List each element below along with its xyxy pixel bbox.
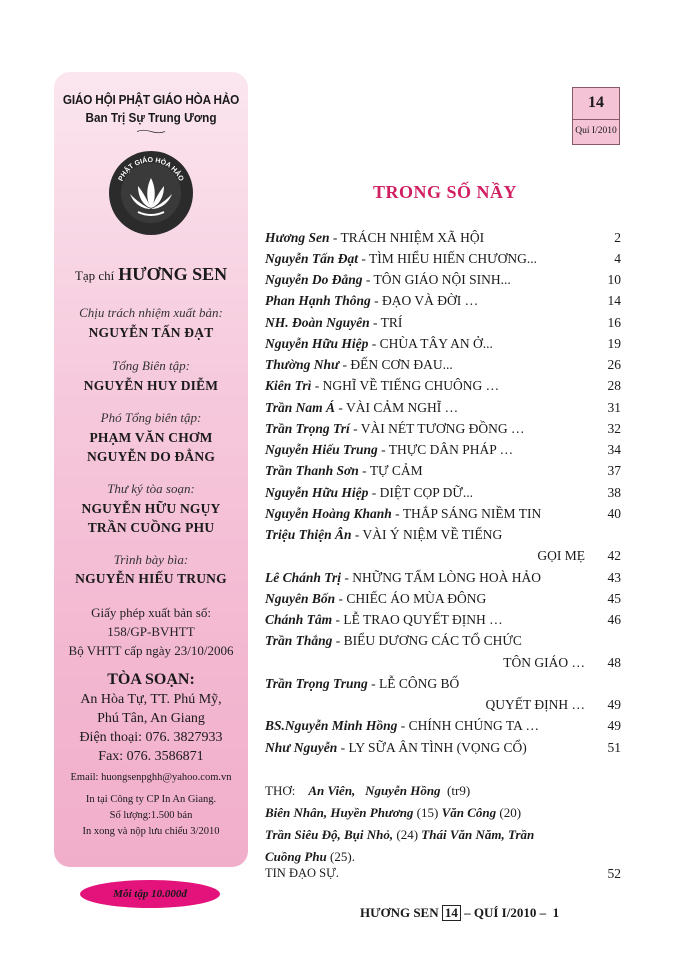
deputy-role: Phó Tổng biên tập: (100, 410, 202, 425)
toc-entry: Nguyễn Hữu Hiệp - DIỆT CỌP DỮ... 38 (265, 485, 621, 500)
secretary-name-2: TRẦN CUỒNG PHU (87, 520, 215, 535)
editor-name: NGUYỄN HUY DIỄM (83, 378, 219, 393)
editor-role: Tổng Biên tập: (112, 358, 190, 373)
publisher-name: NGUYỄN TẤN ĐẠT (88, 325, 214, 340)
print-completion: In xong và nộp lưu chiểu 3/2010 (82, 826, 220, 837)
toc-entry: NH. Đoàn Nguyên - TRÍ 16 (265, 315, 621, 330)
poetry-contributors: THƠ: An Viên, Nguyễn Hồng (tr9) Biên Nhân, Huyền Phương (15) Văn Công (20) Trần Siêu Độ, Bụi Nhỏ, (24) Thái Văn Năm, Trần Cuồng Phu (25). (265, 783, 535, 864)
permit-label: Giấy phép xuất bản số: (91, 605, 211, 620)
secretary-name-1: NGUYỄN HỮU NGỤY (81, 501, 221, 516)
toc-entry: Kiên Trì - NGHĨ VỀ TIẾNG CHUÔNG … 28 (265, 378, 621, 393)
news-entry: TIN ĐẠO SỰ. 52 (265, 866, 621, 881)
address-line-1: An Hòa Tự, TT. Phú Mỹ, (80, 692, 222, 707)
toc-entry: Hương Sen - TRÁCH NHIỆM XÃ HỘI 2 (265, 230, 621, 245)
fax: Fax: 076. 3586871 (98, 749, 204, 764)
masthead-panel (54, 72, 248, 867)
toc-entry: Trần Thanh Sơn - TỰ CẢM 37 (265, 463, 621, 478)
cover-role: Trình bày bìa: (113, 552, 189, 567)
toc-entry: Trần Trọng Trí - VÀI NÉT TƯƠNG ĐỒNG … 32 (265, 421, 621, 436)
toc-entry: Nguyễn Hoàng Khanh - THẮP SÁNG NIỀM TIN 40 (265, 506, 621, 521)
toc-entry: Lê Chánh Trị - NHỮNG TẤM LÒNG HOÀ HẢO 43 (265, 570, 621, 585)
deputy-name-1: PHẠM VĂN CHƠM (89, 430, 213, 445)
page-footer: HƯƠNG SEN 14 – QUÍ I/2010 – 1 (360, 905, 560, 920)
toc-entry: Chánh Tâm - LỄ TRAO QUYẾT ĐỊNH … 46 (265, 612, 621, 627)
issue-box (572, 87, 620, 145)
lotus-logo-icon (108, 150, 194, 236)
logo-text: PHẬT GIÁO HÒA HẢO (117, 156, 185, 183)
toc-entry: Nguyễn Tấn Đạt - TÌM HIỂU HIẾN CHƯƠNG... 4 (265, 251, 621, 266)
toc-heading: TRONG SỐ NẦY (372, 182, 517, 202)
print-quantity: Số lượng:1.500 bản (109, 810, 193, 821)
toc-entry: Như Nguyễn - LY SỮA ÂN TÌNH (VỌNG CỔ) 51 (265, 740, 621, 755)
toc-entry: Phan Hạnh Thông - ĐẠO VÀ ĐỜI … 14 (265, 293, 621, 308)
toc-entry: Trần Trọng Trung - LỄ CÔNG BỐ (265, 676, 460, 691)
magazine-title: Tạp chí HƯƠNG SEN (74, 264, 228, 284)
deputy-name-2: NGUYỄN DO ĐẲNG (86, 449, 216, 464)
publisher-role: Chịu trách nhiệm xuất bản: (79, 305, 223, 320)
org-subname: Ban Trị Sự Trung Ương (85, 111, 217, 125)
ornament-divider (136, 129, 166, 134)
toc-entry: Trần Thắng - BIỂU DƯƠNG CÁC TỔ CHỨC (265, 633, 522, 648)
email: Email: huongsenpghh@yahoo.com.vn (70, 772, 232, 783)
page-number: 1 (552, 905, 560, 920)
editorial-office-title: TÒA SOẠN: (107, 671, 195, 688)
toc-entry: Trần Nam Á - VÀI CẢM NGHĨ … 31 (265, 400, 621, 415)
toc-entry: Triệu Thiện Ân - VÀI Ý NIỆM VỀ TIẾNG (265, 527, 503, 542)
permit-number: 158/GP-BVHTT (107, 624, 195, 639)
cover-name: NGUYỄN HIẾU TRUNG (75, 571, 227, 586)
printer-info: In tại Công ty CP In An Giang. (85, 794, 217, 805)
toc-entry: Nguyên Bốn - CHIẾC ÁO MÙA ĐÔNG 45 (265, 591, 621, 606)
toc-entry: Nguyễn Do Đẳng - TÔN GIÁO NỘI SINH... 10 (265, 272, 621, 287)
phone: Điện thoại: 076. 3827933 (79, 730, 223, 745)
footer-issue-box: 14 (442, 905, 461, 921)
issue-quarter: Quí I/2010 (575, 126, 617, 136)
toc-entry: Nguyễn Hiếu Trung - THỰC DÂN PHÁP … 34 (265, 442, 621, 457)
issue-divider (573, 119, 619, 120)
secretary-role: Thư ký tòa soạn: (107, 481, 195, 496)
org-name: GIÁO HỘI PHẬT GIÁO HÒA HẢO (62, 93, 240, 107)
address-line-2: Phú Tân, An Giang (97, 711, 205, 726)
issue-number: 14 (588, 94, 604, 111)
permit-date: Bộ VHTT cấp ngày 23/10/2006 (68, 643, 234, 658)
toc-entry: Thường Như - ĐẾN CƠN ĐAU... 26 (265, 357, 621, 372)
toc-entry: Nguyễn Hữu Hiệp - CHÙA TÂY AN Ở... 19 (265, 336, 621, 351)
toc-entry: BS.Nguyễn Minh Hồng - CHÍNH CHÚNG TA … 49 (265, 718, 621, 733)
price-badge: Mỗi tập 10.000đ (80, 880, 220, 908)
